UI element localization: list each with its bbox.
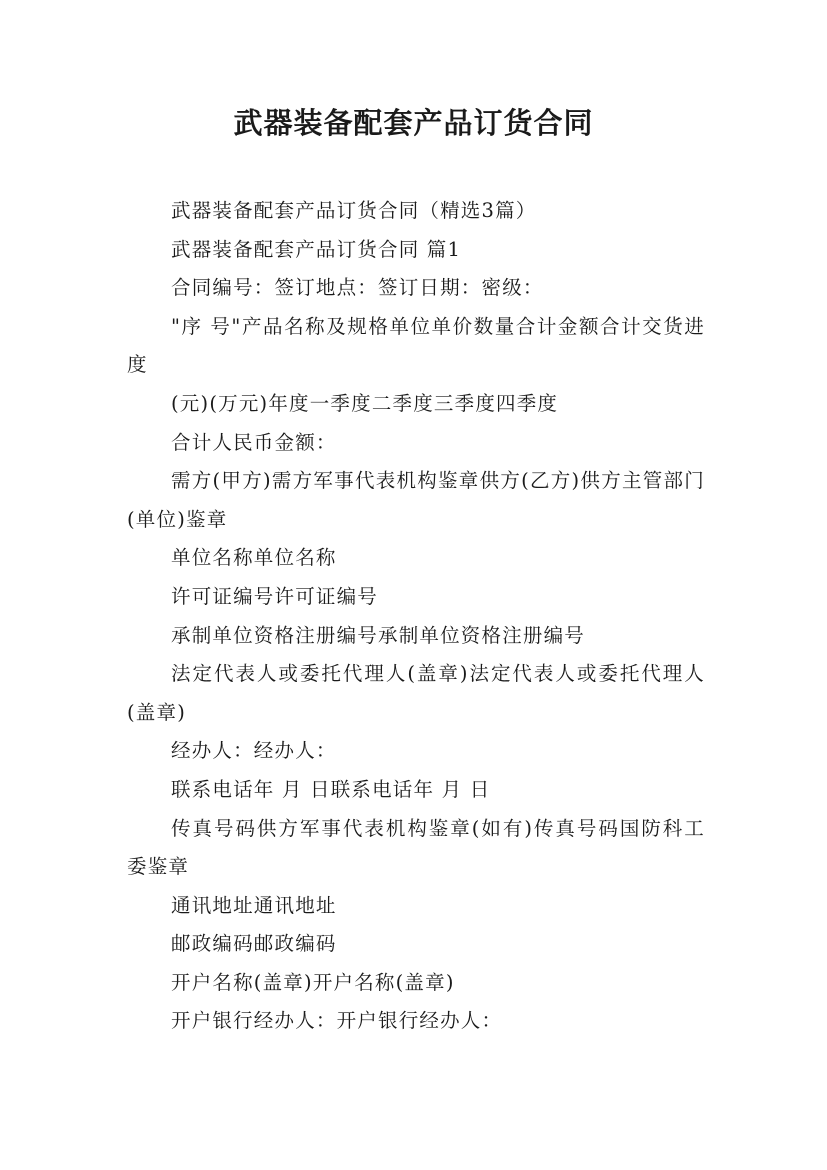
document-body [127, 192, 705, 1041]
paragraph: 经办人：经办人： [171, 739, 337, 763]
paragraph: 开户名称(盖章)开户名称(盖章) [171, 970, 455, 994]
paragraph: 传真号码供方军事代表机构鉴章(如有)传真号码国防科工委鉴章 [127, 816, 705, 879]
paragraph: 武器装备配套产品订货合同 篇1 [171, 237, 462, 261]
document-title: 武器装备配套产品订货合同 [233, 106, 594, 140]
paragraph: 通讯地址通讯地址 [171, 893, 337, 917]
paragraph: 合计人民币金额： [171, 430, 337, 454]
paragraph: 单位名称单位名称 [171, 546, 337, 570]
paragraph: 法定代表人或委托代理人(盖章)法定代表人或委托代理人(盖章) [127, 662, 705, 724]
paragraph: 联系电话年 月 日联系电话年 月 日 [171, 777, 491, 801]
paragraph: "序 号"产品名称及规格单位单价数量合计金额合计交货进度 [127, 314, 705, 377]
paragraph: 武器装备配套产品订货合同（精选3篇） [171, 199, 537, 222]
paragraph: 开户银行经办人：开户银行经办人： [171, 1009, 503, 1033]
paragraph: 需方(甲方)需方军事代表机构鉴章供方(乙方)供方主管部门(单位)鉴章 [127, 469, 705, 531]
paragraph: 邮政编码邮政编码 [171, 932, 337, 956]
paragraph: 承制单位资格注册编号承制单位资格注册编号 [171, 623, 586, 647]
paragraph: 合同编号：签订地点：签订日期：密级： [171, 276, 544, 300]
paragraph: 许可证编号许可证编号 [171, 584, 379, 608]
paragraph: (元)(万元)年度一季度二季度三季度四季度 [171, 391, 559, 415]
